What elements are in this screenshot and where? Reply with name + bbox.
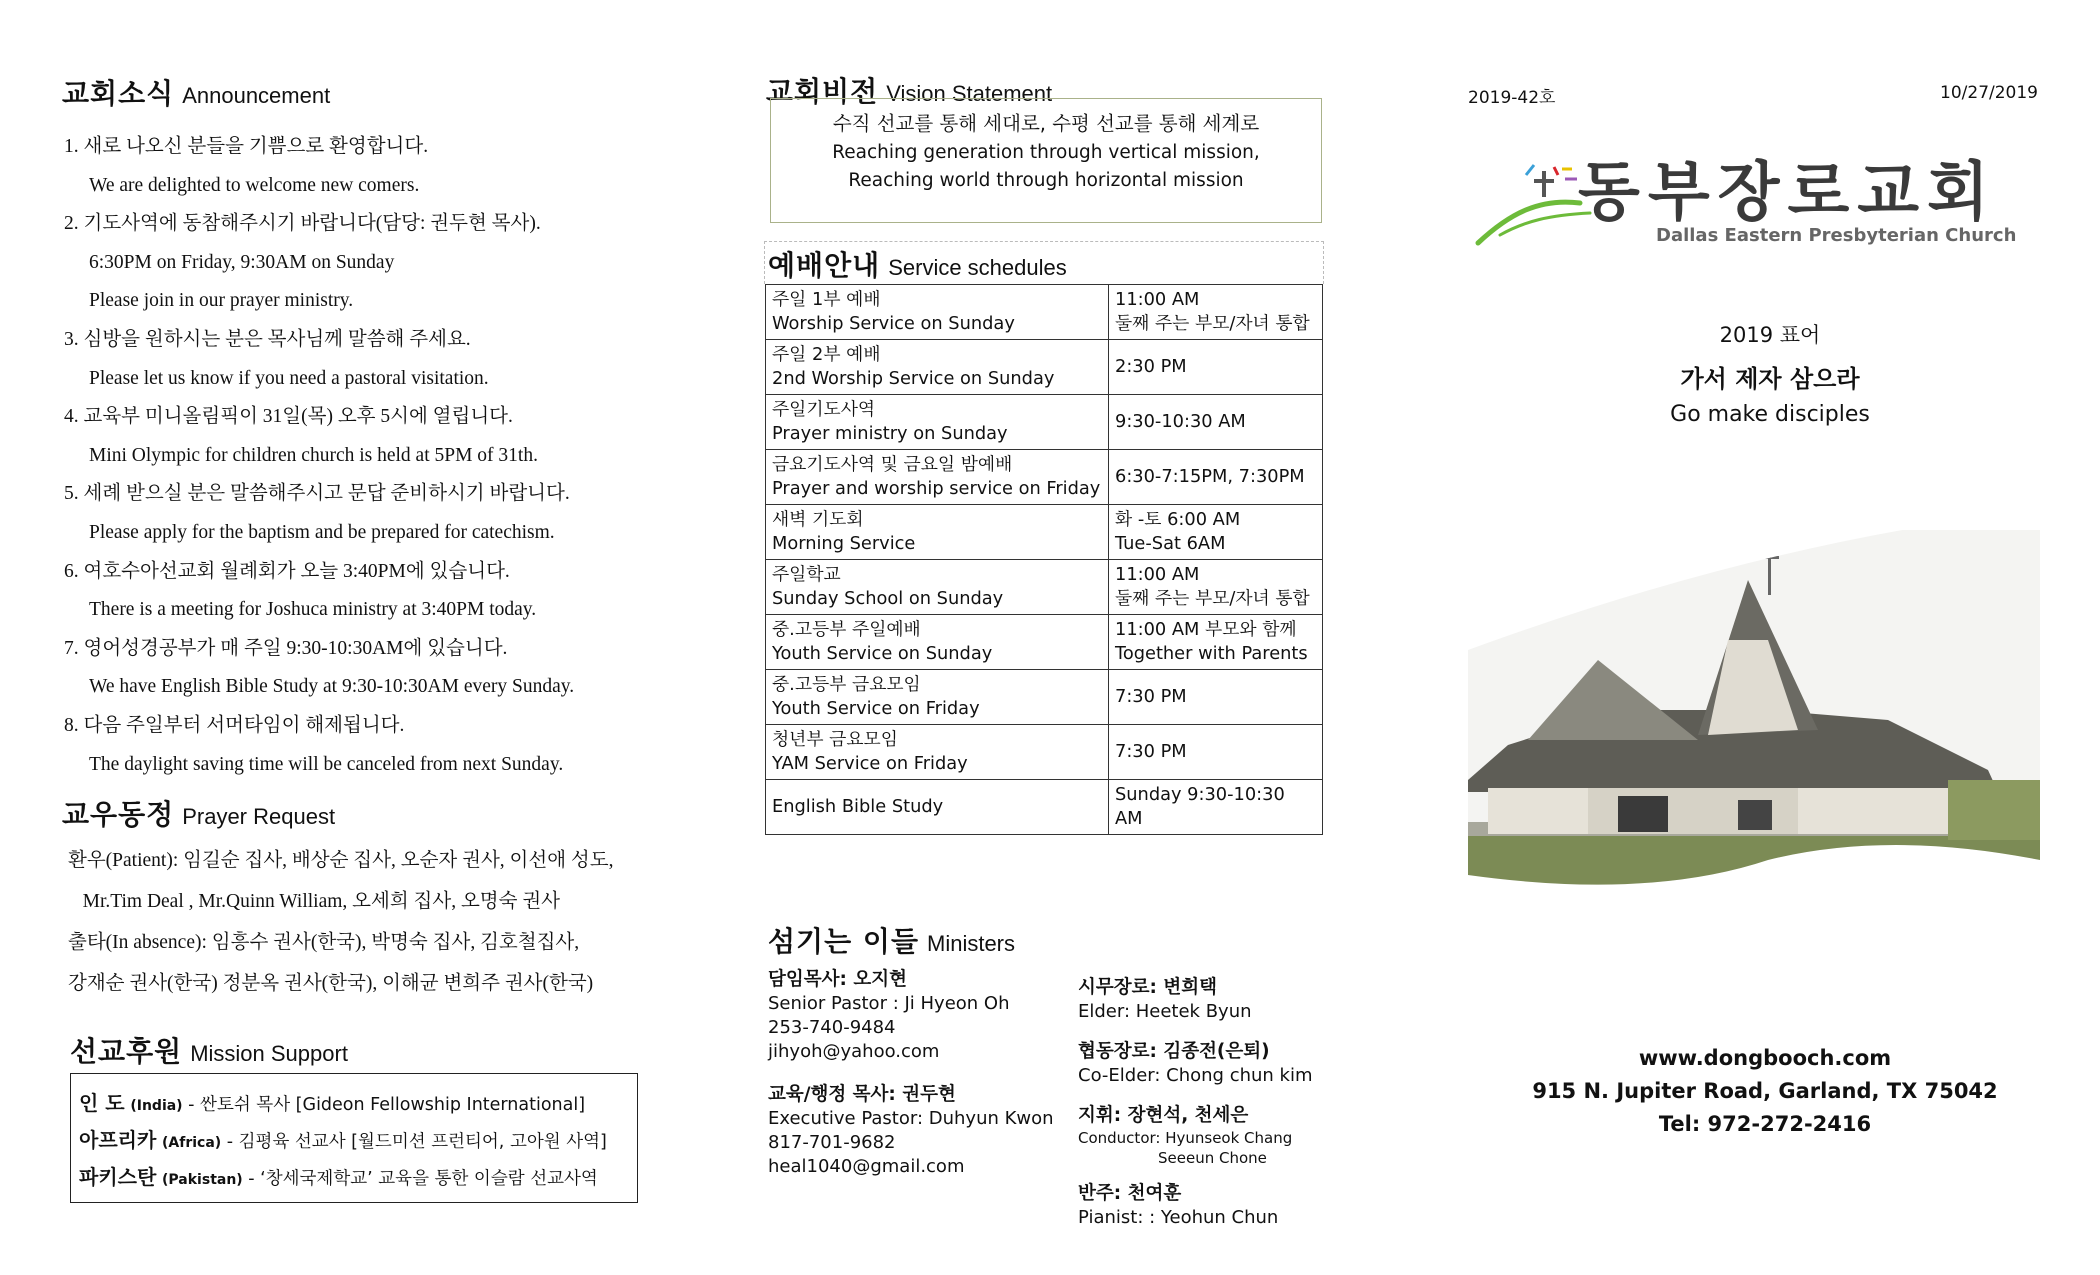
announcement-translation: 6:30PM on Friday, 9:30AM on Sunday	[89, 251, 395, 273]
church-name-english: Dallas Eastern Presbyterian Church	[1656, 225, 2017, 246]
prayer-heading-en: Prayer Request	[182, 804, 336, 829]
service-time: 6:30-7:15PM, 7:30PM	[1115, 466, 1305, 487]
minister-title: 반주: 천여훈	[1078, 1183, 1182, 1204]
announcement-list	[64, 128, 684, 784]
prayer-line: 출타(In absence): 임흥수 권사(한국), 박명숙 집사, 김호철집사,	[68, 932, 580, 953]
service-time: 11:00 AM 부모와 함께	[1115, 619, 1297, 640]
minister-entry	[768, 1083, 1068, 1179]
minister-entry	[768, 968, 1068, 1064]
vision-english-1: Reaching generation through vertical mission,	[832, 142, 1260, 163]
service-time-cell	[1109, 340, 1323, 395]
service-time: 11:00 AM	[1115, 289, 1200, 310]
service-time-cell	[1109, 725, 1323, 780]
service-name-korean: 새벽 기도회	[772, 509, 864, 530]
service-time: 7:30 PM	[1115, 741, 1187, 762]
prayer-request-list	[68, 840, 668, 1004]
motto-english: Go make disciples	[1670, 402, 1870, 427]
announcement-item: 6. 여호수아선교회 월례회가 오늘 3:40PM에 있습니다.	[64, 560, 510, 582]
vision-heading-en: Vision Statement	[886, 81, 1053, 106]
mission-country-en: (Africa)	[162, 1135, 222, 1151]
announcement-heading-en: Announcement	[182, 83, 331, 108]
service-name-korean: 주일 2부 예배	[772, 344, 881, 365]
service-time-cell	[1109, 615, 1323, 670]
minister-entry	[1078, 1104, 1338, 1168]
service-row	[766, 285, 1323, 340]
announcement-heading	[62, 72, 330, 112]
service-row	[766, 450, 1323, 505]
prayer-heading	[62, 793, 335, 833]
minister-detail: Senior Pastor : Ji Hyeon Oh	[768, 993, 1010, 1014]
service-time-cell	[1109, 285, 1323, 340]
service-row	[766, 615, 1323, 670]
mission-item	[79, 1160, 629, 1197]
prayer-line: Mr.Tim Deal , Mr.Quinn William, 오세희 집사, 오명숙 권사	[68, 891, 561, 912]
service-row	[766, 725, 1323, 780]
contact-info	[1470, 1042, 2060, 1141]
minister-title: 담임목사: 오지현	[768, 969, 907, 990]
issue-number: 2019-42호	[1468, 88, 1556, 108]
service-row	[766, 505, 1323, 560]
minister-title: 시무장로: 변희택	[1078, 977, 1217, 998]
mission-detail: - 김평육 선교사 [월드미션 프런티어, 고아원 사역]	[221, 1132, 607, 1152]
service-name-cell	[766, 450, 1109, 505]
announcement-translation: We are delighted to welcome new comers.	[89, 174, 420, 196]
ministers-heading-en: Ministers	[927, 931, 1016, 956]
service-name-korean: 청년부 금요모임	[772, 729, 898, 750]
service-name-english: Prayer and worship service on Friday	[772, 478, 1101, 499]
motto-korean: 가서 제자 삼으라	[1680, 365, 1860, 393]
mission-item	[79, 1123, 629, 1160]
service-time: 11:00 AM	[1115, 564, 1200, 585]
announcement-translation: The daylight saving time will be canceled from next Sunday.	[89, 753, 564, 775]
service-time-cell	[1109, 505, 1323, 560]
service-name-cell	[766, 780, 1109, 835]
minister-email[interactable]: jihyoh@yahoo.com	[768, 1041, 940, 1062]
service-name-cell	[766, 285, 1109, 340]
announcement-translation: Mini Olympic for children church is held at 5PM of 31th.	[89, 444, 538, 466]
service-name-english: Worship Service on Sunday	[772, 313, 1015, 334]
minister-phone: 817-701-9682	[768, 1132, 896, 1153]
service-time-cell	[1109, 450, 1323, 505]
announcement-translation: Please join in our prayer ministry.	[89, 290, 354, 312]
service-time: 2:30 PM	[1115, 356, 1187, 377]
minister-detail: Executive Pastor: Duhyun Kwon	[768, 1108, 1054, 1129]
ministers-heading	[768, 920, 1015, 960]
service-time-cell	[1109, 670, 1323, 725]
announcement-translation: Please let us know if you need a pastoral visitation.	[89, 367, 489, 389]
minister-detail: Conductor: Hyunseok Chang	[1078, 1129, 1293, 1147]
announcement-item: 5. 세례 받으실 분은 말씀해주시고 문답 준비하시기 바랍니다.	[64, 483, 570, 505]
service-time: 7:30 PM	[1115, 686, 1187, 707]
minister-detail: Pianist: : Yeohun Chun	[1078, 1207, 1279, 1228]
service-name-korean: English Bible Study	[772, 796, 944, 817]
service-name-english: Youth Service on Friday	[772, 698, 980, 719]
service-name-english: Morning Service	[772, 533, 916, 554]
service-name-cell	[766, 615, 1109, 670]
announcement-item: 1. 새로 나오신 분들을 기쁨으로 환영합니다.	[64, 136, 429, 157]
mission-country: 아프리카	[79, 1128, 157, 1152]
vision-statement-box	[770, 98, 1322, 223]
service-time-note: Tue-Sat 6AM	[1115, 533, 1226, 554]
service-name-korean: 주일 1부 예배	[772, 289, 881, 310]
service-name-korean: 중.고등부 주일예배	[772, 619, 921, 640]
service-row	[766, 560, 1323, 615]
vision-heading-ko: 교회비전	[766, 75, 879, 108]
ministers-left-column	[768, 968, 1068, 1179]
service-name-english: 2nd Worship Service on Sunday	[772, 368, 1055, 389]
minister-entry	[1078, 1182, 1338, 1230]
mission-country: 파키스탄	[79, 1165, 157, 1189]
prayer-heading-ko: 교우동정	[62, 798, 175, 831]
issue-date: 10/27/2019	[1940, 83, 2038, 103]
minister-phone: 253-740-9484	[768, 1017, 896, 1038]
service-time-note: 둘째 주는 부모/자녀 통합	[1115, 313, 1310, 334]
minister-entry	[1078, 1040, 1338, 1088]
service-name-english: YAM Service on Friday	[772, 753, 968, 774]
service-schedule-table	[765, 284, 1323, 835]
minister-detail: Elder: Heetek Byun	[1078, 1001, 1252, 1022]
service-row	[766, 340, 1323, 395]
service-time-cell	[1109, 560, 1323, 615]
service-table-body	[766, 285, 1323, 835]
service-time-cell	[1109, 395, 1323, 450]
service-heading-en: Service schedules	[888, 255, 1067, 280]
church-logo	[1470, 143, 2017, 253]
minister-title: 지휘: 장현석, 천세은	[1078, 1105, 1249, 1126]
mission-country-en: (Pakistan)	[162, 1172, 243, 1188]
service-name-korean: 금요기도사역 및 금요일 밤예배	[772, 454, 1013, 475]
mission-support-box	[70, 1073, 638, 1203]
mission-item	[79, 1086, 629, 1123]
service-row	[766, 670, 1323, 725]
website-link[interactable]: www.dongbooch.com	[1638, 1046, 1892, 1070]
prayer-line: 강재순 권사(한국) 정분옥 권사(한국), 이해균 변희주 권사(한국)	[68, 973, 594, 994]
service-name-korean: 주일학교	[772, 564, 841, 585]
service-name-english: Youth Service on Sunday	[772, 643, 993, 664]
vision-korean: 수직 선교를 통해 세대로, 수평 선교를 통해 세계로	[832, 112, 1260, 135]
service-name-cell	[766, 725, 1109, 780]
yearly-motto	[1580, 318, 1960, 432]
minister-email[interactable]: heal1040@gmail.com	[768, 1156, 965, 1177]
mission-detail: - 싼토쉬 목사 [Gideon Fellowship International]	[182, 1095, 586, 1115]
service-time: 9:30-10:30 AM	[1115, 411, 1246, 432]
announcement-item: 8. 다음 주일부터 서머타임이 해제됩니다.	[64, 714, 405, 736]
announcement-item: 2. 기도사역에 동참해주시기 바랍니다(담당: 권두현 목사).	[64, 213, 541, 235]
announcement-item: 4. 교육부 미니올림픽이 31일(목) 오후 5시에 열립니다.	[64, 406, 513, 428]
service-name-cell	[766, 340, 1109, 395]
address: 915 N. Jupiter Road, Garland, TX 75042	[1532, 1079, 1998, 1103]
service-time: 화 -토 6:00 AM	[1115, 509, 1241, 530]
mission-country: 인 도	[79, 1091, 125, 1115]
church-name-korean: 동부장로교회	[1578, 156, 1997, 230]
minister-title: 교육/행정 목사: 권두현	[768, 1084, 956, 1105]
church-building-image	[1468, 530, 2040, 915]
motto-label: 2019 표어	[1719, 323, 1821, 347]
minister-detail: Co-Elder: Chong chun kim	[1078, 1065, 1313, 1086]
service-row	[766, 395, 1323, 450]
prayer-line: 환우(Patient): 임길순 집사, 배상순 집사, 오순자 권사, 이선애 성도,	[68, 850, 614, 871]
service-name-cell	[766, 560, 1109, 615]
announcement-item: 7. 영어성경공부가 매 주일 9:30-10:30AM에 있습니다.	[64, 637, 508, 659]
mission-heading	[70, 1030, 348, 1070]
service-time: Sunday 9:30-10:30 AM	[1115, 784, 1285, 829]
service-name-cell	[766, 505, 1109, 560]
ministers-right-column	[1078, 976, 1338, 1230]
service-heading-ko: 예배안내	[768, 249, 881, 282]
announcement-translation: There is a meeting for Joshuca ministry at 3:40PM today.	[89, 599, 537, 621]
mission-detail: - ‘창세국제학교’ 교육을 통한 이슬람 선교사역	[242, 1169, 598, 1189]
minister-detail: Seeeun Chone	[1158, 1149, 1267, 1167]
announcement-item: 3. 심방을 원하시는 분은 목사님께 말씀해 주세요.	[64, 328, 471, 350]
minister-title: 협동장로: 김종전(은퇴)	[1078, 1041, 1270, 1062]
vision-english-2: Reaching world through horizontal mission	[848, 170, 1244, 191]
service-name-korean: 중.고등부 금요모임	[772, 674, 921, 695]
service-name-korean: 주일기도사역	[772, 399, 876, 420]
service-name-cell	[766, 395, 1109, 450]
service-name-english: Prayer ministry on Sunday	[772, 423, 1008, 444]
mission-country-en: (India)	[130, 1098, 183, 1114]
ministers-heading-ko: 섬기는 이들	[768, 925, 919, 958]
mission-heading-ko: 선교후원	[70, 1035, 183, 1068]
service-name-english: Sunday School on Sunday	[772, 588, 1004, 609]
service-time-note: 둘째 주는 부모/자녀 통합	[1115, 588, 1310, 609]
announcement-translation: We have English Bible Study at 9:30-10:30AM every Sunday.	[89, 676, 575, 698]
minister-entry	[1078, 976, 1338, 1024]
announcement-heading-ko: 교회소식	[62, 77, 175, 110]
service-heading	[768, 244, 1067, 284]
service-time-note: Together with Parents	[1115, 643, 1308, 664]
telephone: Tel: 972-272-2416	[1658, 1112, 1872, 1136]
service-row	[766, 780, 1323, 835]
service-time-cell	[1109, 780, 1323, 835]
mission-heading-en: Mission Support	[190, 1041, 348, 1066]
announcement-translation: Please apply for the baptism and be prepared for catechism.	[89, 521, 555, 543]
service-name-cell	[766, 670, 1109, 725]
